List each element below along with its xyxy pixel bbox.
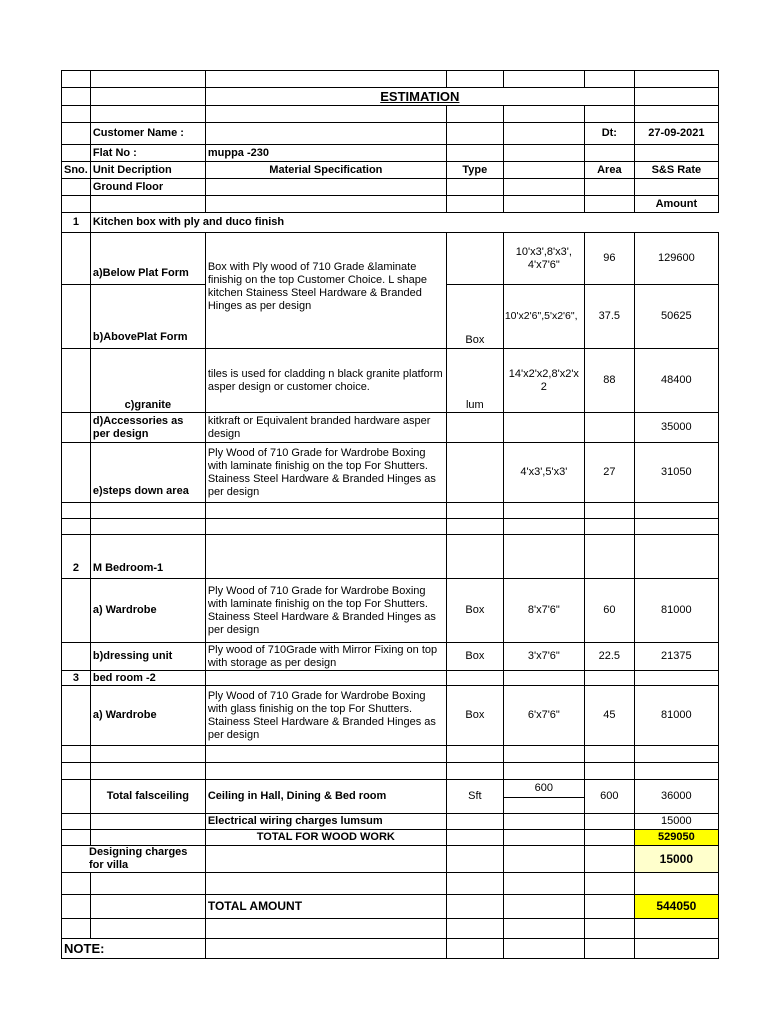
falseceiling-spec: Ceiling in Hall, Dining & Bed room (205, 780, 446, 814)
electrical-label: Electrical wiring charges lumsum (205, 814, 446, 830)
rate-header: S&S Rate (634, 162, 718, 179)
total-amount-value: 544050 (634, 895, 718, 919)
note-label: NOTE: (62, 939, 206, 959)
section-3-title: bed room -2 (90, 671, 205, 686)
unit-header: Unit Decription (90, 162, 205, 179)
accessories-spec: kitkraft or Equivalent branded hardware asper design (205, 413, 446, 443)
steps-down-dims: 4'x3',5'x3' (503, 443, 584, 503)
total-amount-label: TOTAL AMOUNT (205, 895, 446, 919)
steps-down-area: 27 (584, 443, 634, 503)
item-above-plat-form: b)AbovePlat Form (90, 285, 205, 349)
br2-wardrobe-type: Box (446, 686, 503, 746)
below-plat-amount: 129600 (634, 233, 718, 285)
m-wardrobe-dims: 8'x7'6" (503, 579, 584, 643)
type-header: Type (446, 162, 503, 179)
steps-down-amount: 31050 (634, 443, 718, 503)
below-plat-area: 96 (584, 233, 634, 285)
dressing-unit-type: Box (446, 643, 503, 671)
falseceiling-amount: 36000 (634, 780, 718, 814)
date-value: 27-09-2021 (634, 123, 718, 145)
section-1-number: 1 (62, 213, 91, 233)
falseceiling-dims: 600 (504, 782, 584, 798)
sno-header: Sno. (62, 162, 91, 179)
m-wardrobe-type: Box (446, 579, 503, 643)
m-wardrobe-spec: Ply Wood of 710 Grade for Wardrobe Boxing with laminate finishig on the top For Shutters. Stainess Steel Hardware & Branded Hinges as per design (205, 579, 446, 643)
kitchen-spec: Box with Ply wood of 710 Grade &laminate finishig on the top Customer Choice. L shape kitchen Stainess Steel Hardware & Branded Hinges as per design (205, 233, 446, 349)
section-3-number: 3 (62, 671, 91, 686)
dressing-unit-area: 22.5 (584, 643, 634, 671)
sheet-title: ESTIMATION (205, 88, 634, 106)
section-2-title: M Bedroom-1 (90, 535, 205, 579)
dressing-unit-amount: 21375 (634, 643, 718, 671)
m-wardrobe-amount: 81000 (634, 579, 718, 643)
section-2-number: 2 (62, 535, 91, 579)
designing-amount: 15000 (634, 846, 718, 873)
above-plat-area: 37.5 (584, 285, 634, 349)
falseceiling-area: 600 (584, 780, 634, 814)
electrical-amount: 15000 (634, 814, 718, 830)
br2-wardrobe-amount: 81000 (634, 686, 718, 746)
item-br2-wardrobe: a) Wardrobe (90, 686, 205, 746)
above-plat-amount: 50625 (634, 285, 718, 349)
falseceiling-label: Total falsceiling (90, 780, 205, 814)
above-plat-type: Box (446, 285, 503, 349)
item-accessories: d)Accessories as per design (90, 413, 205, 443)
flat-no-value: muppa -230 (205, 145, 446, 162)
area-header: Area (584, 162, 634, 179)
wood-total-label: TOTAL FOR WOOD WORK (205, 830, 446, 846)
ground-floor-label: Ground Floor (90, 179, 205, 196)
section-1-title: Kitchen box with ply and duco finish (90, 213, 718, 233)
designing-label: Designing charges for villa (62, 846, 206, 873)
br2-wardrobe-dims: 6'x7'6" (503, 686, 584, 746)
granite-amount: 48400 (634, 349, 718, 413)
accessories-amount: 35000 (634, 413, 718, 443)
m-wardrobe-area: 60 (584, 579, 634, 643)
granite-type: lum (446, 349, 503, 413)
item-below-plat-form: a)Below Plat Form (90, 233, 205, 285)
br2-wardrobe-spec: Ply Wood of 710 Grade for Wardrobe Boxing with glass finishig on the top For Shutters. Stainess Steel Hardware & Branded Hinges as per design (205, 686, 446, 746)
granite-spec: tiles is used for cladding n black granite platform asper design or customer choice. (205, 349, 446, 413)
br2-wardrobe-area: 45 (584, 686, 634, 746)
item-granite: c)granite (90, 349, 205, 413)
date-label: Dt: (584, 123, 634, 145)
steps-down-spec: Ply Wood of 710 Grade for Wardrobe Boxing with laminate finishig on the top For Shutters. Stainess Steel Hardware & Branded Hinges as per design (205, 443, 446, 503)
dressing-unit-dims: 3'x7'6" (503, 643, 584, 671)
customer-name-label: Customer Name : (90, 123, 205, 145)
wood-total-amount: 529050 (634, 830, 718, 846)
estimation-sheet (61, 70, 719, 959)
above-plat-dims: 10'x2'6",5'x2'6", (503, 285, 584, 349)
dressing-unit-spec: Ply wood of 710Grade with Mirror Fixing on top with storage as per design (205, 643, 446, 671)
item-dressing-unit: b)dressing unit (90, 643, 205, 671)
granite-area: 88 (584, 349, 634, 413)
granite-dims: 14'x2'x2,8'x2'x 2 (503, 349, 584, 413)
amount-header: Amount (634, 196, 718, 213)
below-plat-dims: 10'x3',8'x3', 4'x7'6" (503, 233, 584, 285)
material-header: Material Specification (205, 162, 446, 179)
item-m-wardrobe: a) Wardrobe (90, 579, 205, 643)
flat-no-label: Flat No : (90, 145, 205, 162)
falseceiling-type: Sft (446, 780, 503, 814)
item-steps-down: e)steps down area (90, 443, 205, 503)
